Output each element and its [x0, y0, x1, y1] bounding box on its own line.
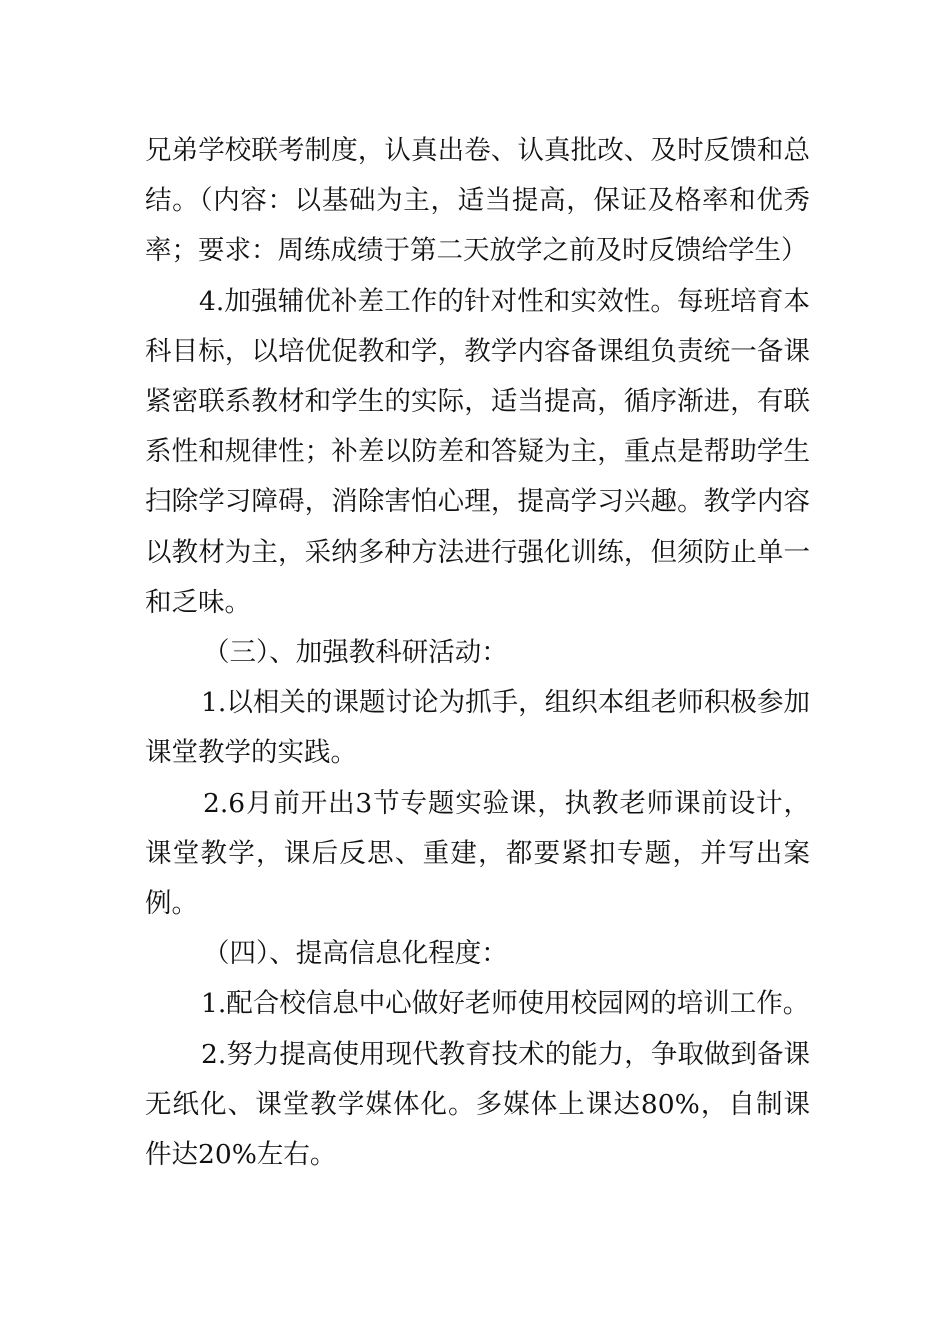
- section-heading-4: （四）、提高信息化程度：: [203, 938, 508, 970]
- paragraph-item-1-research: 1.以相关的课题讨论为抓手，组织本组老师积极参加课堂教学的实践。: [145, 687, 810, 769]
- section-heading-3: （三）、加强教科研活动：: [203, 637, 508, 669]
- paragraph-item-2-research: 2.6月前开出3节专题实验课，执教老师课前设计，课堂教学，课后反思、重建，都要紧扣专题，并写出案例。: [145, 787, 810, 920]
- paragraph-item-4: 4.加强辅优补差工作的针对性和实效性。每班培育本科目标，以培优促教和学，教学内容备课组负责统一备课紧密联系教材和学生的实际，适当提高，循序渐进，有联系性和规律性；补差以防差和答疑为主，重点是帮助学生扫除学习障碍，消除害怕心理，提高学习兴趣。教学内容以教材为主，采纳多种方法进行强化训练，但须防止单一和乏味。: [145, 285, 810, 618]
- document-body: [145, 126, 810, 1180]
- paragraph-continuation: 兄弟学校联考制度，认真出卷、认真批改、及时反馈和总结。（内容：以基础为主，适当提高，保证及格率和优秀率；要求：周练成绩于第二天放学之前及时反馈给学生）: [145, 135, 810, 267]
- paragraph-item-2-info: 2.努力提高使用现代教育技术的能力，争取做到备课无纸化、课堂教学媒体化。多媒体上课达80%，自制课件达20%左右。: [145, 1038, 810, 1171]
- paragraph-item-1-info: 1.配合校信息中心做好老师使用校园网的培训工作。: [201, 988, 810, 1020]
